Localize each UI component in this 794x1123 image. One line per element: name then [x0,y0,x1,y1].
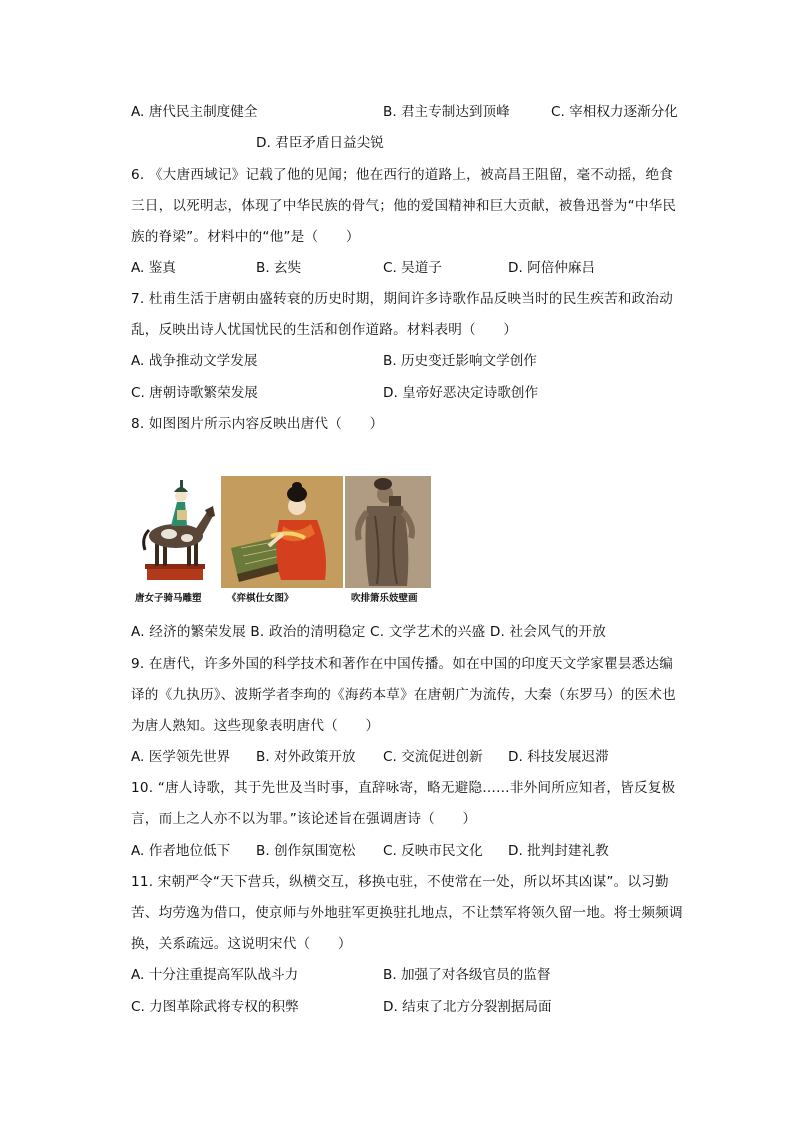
q7-option-b[interactable]: B. 历史变迁影响文学创作 [383,353,537,369]
q10-stem-line-2: 言，而上之人亦不以为罪。”该论述旨在强调唐诗（ ） [131,811,477,827]
q9-stem-line-1: 9. 在唐代，许多外国的科学技术和著作在中国传播。如在中国的印度天文学家瞿昙悉达编 [131,656,674,672]
caption-horse-sculpture: 唐女子骑马雕塑 [135,593,202,604]
q10-option-b[interactable]: B. 创作氛围宽松 [256,843,356,859]
q9-stem-line-2: 译的《九执历》、波斯学者李珣的《海药本草》在唐朝广为流传，大秦（东罗马）的医术也 [131,687,676,703]
go-playing-lady-painting-image [221,476,343,588]
q9-option-b[interactable]: B. 对外政策开放 [256,749,356,765]
q6-stem-line-2: 三日，以死明志，体现了中华民族的骨气；他的爱国精神和巨大贡献，被鲁迅誉为“中华民 [131,198,677,214]
q10-option-d[interactable]: D. 批判封建礼教 [508,843,609,859]
q7-option-c[interactable]: C. 唐朝诗歌繁荣发展 [131,385,258,401]
q7-option-d[interactable]: D. 皇帝好恶决定诗歌创作 [383,385,539,401]
q9-option-a[interactable]: A. 医学领先世界 [131,749,231,765]
caption-flute-mural: 吹排箫乐妓壁画 [351,593,418,604]
q6-stem-line-3: 族的脊梁”。材料中的“他”是（ ） [131,229,360,245]
q8-options[interactable]: A. 经济的繁荣发展 B. 政治的清明稳定 C. 文学艺术的兴盛 D. 社会风气的开放 [131,624,607,640]
q6-option-d[interactable]: D. 阿倍仲麻吕 [508,260,596,276]
q6-option-b[interactable]: B. 玄奘 [256,260,302,276]
q10-option-c[interactable]: C. 反映市民文化 [383,843,483,859]
q11-option-c[interactable]: C. 力图革除武将专权的积弊 [131,999,299,1015]
q11-option-d[interactable]: D. 结束了北方分裂割据局面 [383,999,552,1015]
q5-option-b[interactable]: B. 君主专制达到顶峰 [383,104,510,120]
q5-option-a[interactable]: A. 唐代民主制度健全 [131,104,258,120]
q9-option-c[interactable]: C. 交流促进创新 [383,749,483,765]
q11-stem-line-1: 11. 宋朝严令“天下营兵，纵横交互，移换屯驻，不使常在一处，所以坏其凶谋”。以习勤 [131,874,669,890]
q9-option-d[interactable]: D. 科技发展迟滞 [508,749,609,765]
horse-rider-sculpture-image [131,476,215,588]
q7-stem-line-2: 乱，反映出诗人忧国忧民的生活和创作道路。材料表明（ ） [131,322,518,338]
q11-stem-line-3: 换，关系疏远。这说明宋代（ ） [131,936,352,952]
q6-stem-line-1: 6. 《大唐西域记》记载了他的见闻；他在西行的道路上，被高昌王阻留，毫不动摇，绝食 [131,167,674,183]
q5-option-d[interactable]: D. 君臣矛盾日益尖锐 [256,135,384,151]
q8-figure [131,476,431,608]
q11-option-b[interactable]: B. 加强了对各级官员的监督 [383,967,551,983]
q7-option-a[interactable]: A. 战争推动文学发展 [131,353,258,369]
q9-stem-line-3: 为唐人熟知。这些现象表明唐代（ ） [131,718,380,734]
q6-option-a[interactable]: A. 鉴真 [131,260,176,276]
pan-flute-musician-mural-image [345,476,431,588]
q10-option-a[interactable]: A. 作者地位低下 [131,843,231,859]
q7-stem-line-1: 7. 杜甫生活于唐朝由盛转衰的历史时期，期间许多诗歌作品反映当时的民生疾苦和政治动 [131,291,674,307]
q8-stem-line-1: 8. 如图图片所示内容反映出唐代（ ） [131,416,384,432]
q6-option-c[interactable]: C. 吴道子 [383,260,442,276]
q11-stem-line-2: 苦、均劳逸为借口，使京师与外地驻军更换驻扎地点，不让禁军将领久留一地。将士频频调 [131,905,683,921]
q11-option-a[interactable]: A. 十分注重提高军队战斗力 [131,967,299,983]
q5-option-c[interactable]: C. 宰相权力逐渐分化 [551,104,678,120]
q10-stem-line-1: 10. “唐人诗歌，其于先世及当时事，直辞咏寄，略无避隐……非外间所应知者，皆反复极 [131,780,676,796]
caption-go-painting: 《弈棋仕女图》 [227,593,294,604]
